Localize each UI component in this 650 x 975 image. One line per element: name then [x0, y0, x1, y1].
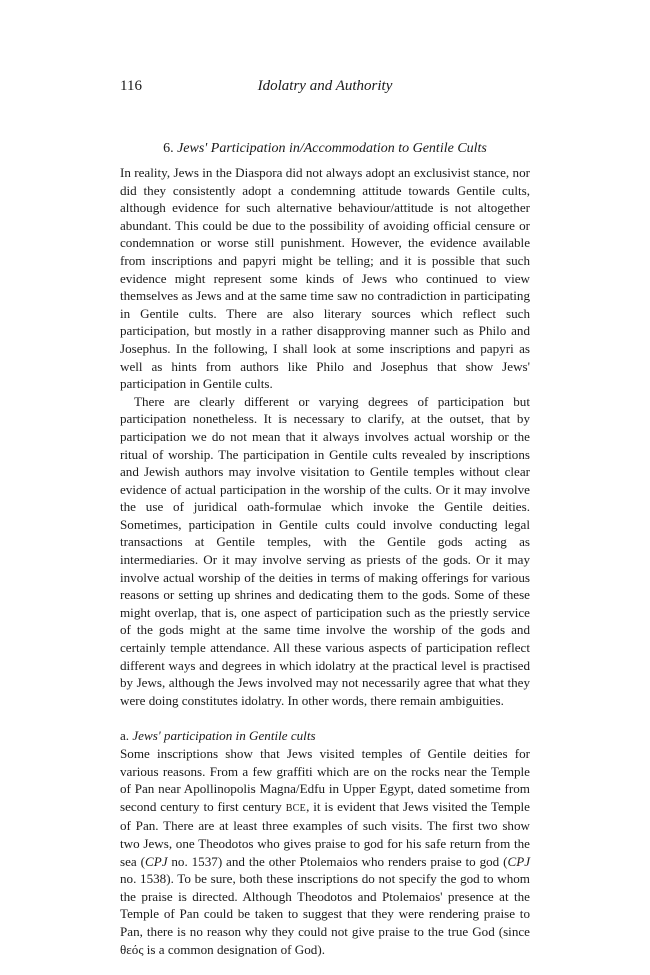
era-abbreviation: BCE	[285, 802, 307, 814]
running-title: Idolatry and Authority	[257, 78, 393, 94]
section-title: Jews' Participation in/Accommodation to Gentile Cults	[177, 141, 487, 156]
paragraph-text: Some inscriptions show that Jews visited temples of Gentile deities for various reasons. From a few graffiti which are on the rocks near the Temple of Pan near Apollinopolis Magna/Edfu in Upper Egypt, dated sometime from second century to first century	[120, 746, 530, 814]
body-text	[120, 140, 530, 958]
page-number: 116	[120, 78, 142, 94]
paragraph-text: no. 1538). To be sure, both these inscriptions do not specify the god to whom the praise is directed. Although Theodotos and Ptolemaios' presence at the Temple of Pan could be taken to suggest that they were rendering praise to Pan, there is no reason why they could not give praise to the true God (since θεός is a common designation of God).	[120, 871, 530, 957]
paragraph-text: , it is evident that Jews visited the Temple of Pan. There are at least three examples of such visits. The first two show two Jews, one Theodotos who gives praise to god for his safe return from the sea (	[120, 798, 530, 869]
section-number: 6.	[163, 141, 174, 156]
subsection-heading	[120, 727, 530, 745]
paragraph	[120, 745, 530, 958]
subsection-letter: a.	[120, 728, 130, 744]
paragraph: In reality, Jews in the Diaspora did not always adopt an exclusivist stance, nor did they consistently adopt a condemning attitude towards Gentile cults, although evidence for such alternative behaviour/attitude is not altogether abundant. This could be due to the possibility of avoiding official censure or condemnation or worse still punishment. However, the evidence available from inscriptions and papyri might be telling; and it is possible that such evidence might represent some kinds of Jews who continued to view themselves as Jews and at the same time saw no contradiction in participating in Gentile cults. There are also literary sources which reflect such participation, but mostly in a rather disapproving manner such as Philo and Josephus. In the following, I shall look at some inscriptions and papyri as well as hints from authors like Philo and Josephus that show Jews' participation in Gentile cults.	[120, 165, 530, 392]
running-head	[120, 78, 530, 100]
citation-abbreviation: CPJ	[144, 853, 168, 869]
citation-abbreviation: CPJ	[507, 853, 531, 869]
paragraph: There are clearly different or varying degrees of participation but participation nonetheless. It is necessary to clarify, at the outset, that by participation we do not mean that it always involves actual worship or the ritual of worship. The participation in Gentile cults revealed by inscriptions and Jewish authors may involve visitation to Gentile temples without clear evidence of actual participation in the worship of the cults. Or it may involve the use of juridical oath-formulae which invoke the Gentile deities. Sometimes, participation in Gentile cults could involve conducting legal transactions at Gentile temples, with the Gentile gods acting as intermediaries. Or it may involve serving as priests of the gods. Or it may involve actual worship of the deities in terms of making offerings for various reasons or setting up shrines and dedicating them to the gods. Some of these might overlap, that is, one aspect of participation such as the priestly service of the gods might at the same time involve the worship of the gods and certainly temple attendance. All these various aspects of participation reflect different ways and degrees in which idolatry at the practical level is practised by Jews, although the Jews involved may not necessarily agree that what they were doing constitutes idolatry. In other words, there remain ambiguities.	[120, 393, 530, 708]
section-heading	[120, 140, 530, 158]
subsection-title: Jews' participation in Gentile cults	[132, 728, 316, 744]
paragraph-text: no. 1537) and the other Ptolemaios who renders praise to god (	[167, 853, 508, 869]
